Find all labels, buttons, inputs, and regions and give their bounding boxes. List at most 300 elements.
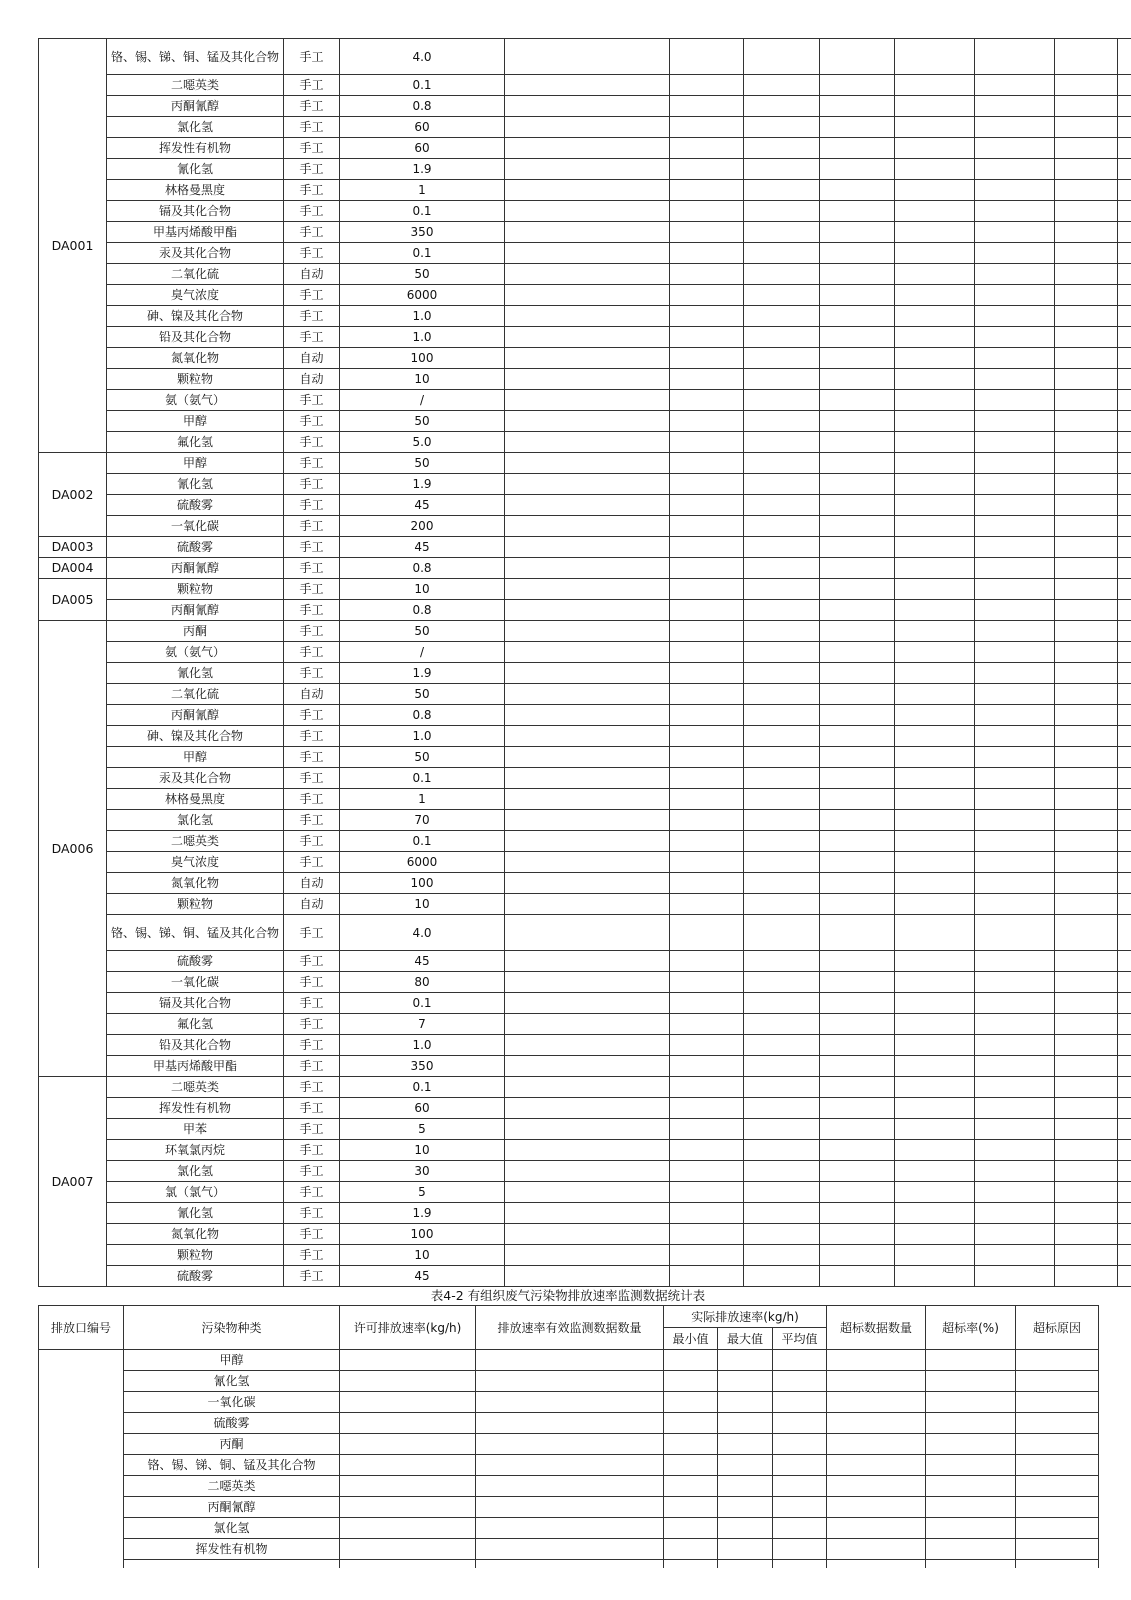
empty-cell	[820, 915, 895, 951]
empty-cell	[975, 75, 1055, 96]
pollutant-name: 氨（氨气）	[107, 642, 284, 663]
empty-cell	[1118, 993, 1131, 1014]
empty-cell	[1118, 39, 1131, 75]
empty-cell	[820, 495, 895, 516]
empty-cell	[1055, 285, 1118, 306]
empty-cell	[670, 432, 744, 453]
empty-cell	[1055, 768, 1118, 789]
empty-cell	[505, 495, 670, 516]
empty-cell	[744, 474, 820, 495]
table-row	[39, 285, 1131, 306]
empty-cell	[975, 201, 1055, 222]
table-row	[39, 642, 1131, 663]
empty-cell	[670, 1014, 744, 1035]
empty-cell	[505, 285, 670, 306]
permitted-limit: 50	[340, 411, 505, 432]
empty-cell	[744, 1119, 820, 1140]
empty-cell	[505, 1140, 670, 1161]
empty-cell	[670, 951, 744, 972]
table-row	[39, 1392, 1099, 1413]
empty-cell	[820, 453, 895, 474]
empty-cell	[975, 1077, 1055, 1098]
empty-cell	[744, 411, 820, 432]
empty-cell	[975, 705, 1055, 726]
empty-cell	[975, 474, 1055, 495]
empty-cell	[895, 348, 975, 369]
table-row	[39, 1077, 1131, 1098]
pollutant-name: 氯化氢	[107, 1161, 284, 1182]
header-valid-count: 排放速率有效监测数据数量	[476, 1306, 664, 1350]
empty-cell	[1055, 348, 1118, 369]
empty-cell	[670, 684, 744, 705]
table-row	[39, 789, 1131, 810]
empty-cell	[820, 474, 895, 495]
empty-cell	[975, 1203, 1055, 1224]
empty-cell	[744, 1266, 820, 1287]
empty-cell	[895, 516, 975, 537]
empty-cell	[1055, 1140, 1118, 1161]
pollutant-name: 臭气浓度	[107, 852, 284, 873]
empty-cell	[773, 1434, 827, 1455]
empty-cell	[895, 285, 975, 306]
empty-cell	[744, 1035, 820, 1056]
empty-cell	[476, 1455, 664, 1476]
empty-cell	[1118, 1161, 1131, 1182]
pollutant-name: 颗粒物	[107, 369, 284, 390]
empty-cell	[895, 951, 975, 972]
empty-cell	[1055, 1266, 1118, 1287]
empty-cell	[975, 663, 1055, 684]
empty-cell	[820, 726, 895, 747]
empty-cell	[827, 1413, 926, 1434]
table-row	[39, 972, 1131, 993]
empty-cell	[926, 1413, 1016, 1434]
empty-cell	[1055, 747, 1118, 768]
empty-cell	[744, 579, 820, 600]
empty-cell	[1055, 579, 1118, 600]
empty-cell	[476, 1413, 664, 1434]
table-row	[39, 1350, 1099, 1371]
empty-cell	[505, 915, 670, 951]
empty-cell	[975, 1140, 1055, 1161]
empty-cell	[820, 951, 895, 972]
empty-cell	[505, 306, 670, 327]
empty-cell	[827, 1455, 926, 1476]
empty-cell	[476, 1518, 664, 1539]
empty-cell	[1118, 222, 1131, 243]
pollutant-name: 丙酮氰醇	[107, 558, 284, 579]
empty-cell	[1118, 96, 1131, 117]
empty-cell	[827, 1476, 926, 1497]
pollutant-name: 颗粒物	[107, 1245, 284, 1266]
empty-cell	[820, 117, 895, 138]
pollutant-name: 硫酸雾	[124, 1413, 340, 1434]
empty-cell	[827, 1350, 926, 1371]
permitted-limit: 350	[340, 1056, 505, 1077]
empty-cell	[744, 495, 820, 516]
empty-cell	[505, 1119, 670, 1140]
empty-cell	[505, 453, 670, 474]
empty-cell	[718, 1455, 773, 1476]
table-row	[39, 831, 1131, 852]
empty-cell	[975, 831, 1055, 852]
permitted-limit: 10	[340, 369, 505, 390]
outlet-id	[39, 1350, 124, 1568]
permitted-limit: 80	[340, 972, 505, 993]
permitted-limit: 70	[340, 810, 505, 831]
monitoring-method: 手工	[284, 180, 340, 201]
table-row	[39, 747, 1131, 768]
empty-cell	[670, 1119, 744, 1140]
table-row	[39, 348, 1131, 369]
empty-cell	[1118, 180, 1131, 201]
empty-cell	[1118, 495, 1131, 516]
monitoring-method: 自动	[284, 894, 340, 915]
pollutant-name: 一氧化碳	[124, 1392, 340, 1413]
empty-cell	[975, 537, 1055, 558]
empty-cell	[895, 852, 975, 873]
empty-cell	[1118, 390, 1131, 411]
pollutant-name: 林格曼黑度	[107, 180, 284, 201]
monitoring-method: 手工	[284, 558, 340, 579]
empty-cell	[744, 663, 820, 684]
permitted-limit: 1.0	[340, 1035, 505, 1056]
empty-cell	[664, 1518, 718, 1539]
empty-cell	[1055, 972, 1118, 993]
empty-cell	[827, 1539, 926, 1560]
empty-cell	[505, 642, 670, 663]
empty-cell	[505, 726, 670, 747]
empty-cell	[1055, 705, 1118, 726]
empty-cell	[895, 411, 975, 432]
empty-cell	[744, 894, 820, 915]
empty-cell	[1055, 39, 1118, 75]
empty-cell	[1055, 369, 1118, 390]
monitoring-method: 手工	[284, 96, 340, 117]
empty-cell	[670, 1077, 744, 1098]
empty-cell	[926, 1455, 1016, 1476]
header-pollutant: 污染物种类	[124, 1306, 340, 1350]
empty-cell	[670, 1224, 744, 1245]
empty-cell	[1016, 1539, 1099, 1560]
empty-cell	[505, 1098, 670, 1119]
empty-cell	[340, 1560, 476, 1568]
empty-cell	[670, 495, 744, 516]
table-row	[39, 1098, 1131, 1119]
empty-cell	[975, 558, 1055, 579]
empty-cell	[820, 705, 895, 726]
table-row	[39, 1224, 1131, 1245]
table-row	[39, 201, 1131, 222]
table-row	[39, 432, 1131, 453]
empty-cell	[895, 1035, 975, 1056]
monitoring-method: 手工	[284, 516, 340, 537]
empty-cell	[1055, 951, 1118, 972]
empty-cell	[744, 768, 820, 789]
permitted-limit: 100	[340, 1224, 505, 1245]
empty-cell	[1055, 411, 1118, 432]
monitoring-method: 手工	[284, 138, 340, 159]
empty-cell	[975, 348, 1055, 369]
pollutant-name: 挥发性有机物	[124, 1539, 340, 1560]
empty-cell	[718, 1392, 773, 1413]
empty-cell	[820, 642, 895, 663]
pollutant-name: 臭气浓度	[107, 285, 284, 306]
empty-cell	[1055, 1014, 1118, 1035]
pollutant-name: 甲醇	[124, 1350, 340, 1371]
empty-cell	[820, 222, 895, 243]
empty-cell	[744, 348, 820, 369]
empty-cell	[340, 1518, 476, 1539]
empty-cell	[975, 852, 1055, 873]
empty-cell	[820, 1161, 895, 1182]
empty-cell	[895, 873, 975, 894]
empty-cell	[670, 747, 744, 768]
empty-cell	[1118, 600, 1131, 621]
permitted-limit: 1.9	[340, 1203, 505, 1224]
monitoring-method: 手工	[284, 972, 340, 993]
monitoring-method: 手工	[284, 1077, 340, 1098]
empty-cell	[820, 972, 895, 993]
empty-cell	[1118, 453, 1131, 474]
empty-cell	[1118, 369, 1131, 390]
empty-cell	[975, 516, 1055, 537]
empty-cell	[895, 642, 975, 663]
pollutant-name: 氯化氢	[124, 1518, 340, 1539]
table-caption: 表4-2 有组织废气污染物排放速率监测数据统计表	[430, 1288, 706, 1303]
table-row	[39, 327, 1131, 348]
empty-cell	[664, 1434, 718, 1455]
empty-cell	[744, 852, 820, 873]
table-row	[39, 537, 1131, 558]
pollutant-name: 氯化氢	[107, 117, 284, 138]
empty-cell	[975, 222, 1055, 243]
empty-cell	[670, 1245, 744, 1266]
empty-cell	[820, 411, 895, 432]
empty-cell	[718, 1560, 773, 1568]
empty-cell	[895, 243, 975, 264]
empty-cell	[895, 222, 975, 243]
pollutant-name: 颗粒物	[107, 579, 284, 600]
empty-cell	[744, 243, 820, 264]
empty-cell	[505, 1056, 670, 1077]
permitted-limit: 5	[340, 1182, 505, 1203]
empty-cell	[975, 747, 1055, 768]
empty-cell	[670, 474, 744, 495]
pollutant-name: 甲苯	[107, 1119, 284, 1140]
header-avg: 平均值	[773, 1328, 827, 1350]
empty-cell	[820, 831, 895, 852]
table-row	[39, 1413, 1099, 1434]
empty-cell	[718, 1371, 773, 1392]
empty-cell	[1055, 75, 1118, 96]
permitted-limit: 0.1	[340, 75, 505, 96]
empty-cell	[744, 951, 820, 972]
empty-cell	[505, 1245, 670, 1266]
permitted-limit: 0.1	[340, 993, 505, 1014]
empty-cell	[975, 327, 1055, 348]
empty-cell	[827, 1497, 926, 1518]
empty-cell	[744, 369, 820, 390]
empty-cell	[926, 1350, 1016, 1371]
empty-cell	[1055, 117, 1118, 138]
empty-cell	[670, 159, 744, 180]
table-row	[39, 495, 1131, 516]
monitoring-method: 手工	[284, 474, 340, 495]
monitoring-method: 手工	[284, 1182, 340, 1203]
empty-cell	[505, 516, 670, 537]
pollutant-name: 二噁英类	[124, 1476, 340, 1497]
pollutant-name: 一氧化碳	[107, 516, 284, 537]
pollutant-name: 挥发性有机物	[107, 138, 284, 159]
empty-cell	[505, 537, 670, 558]
empty-cell	[744, 1161, 820, 1182]
empty-cell	[895, 495, 975, 516]
monitoring-method: 手工	[284, 852, 340, 873]
empty-cell	[1055, 1035, 1118, 1056]
empty-cell	[1118, 1266, 1131, 1287]
empty-cell	[744, 1203, 820, 1224]
empty-cell	[664, 1350, 718, 1371]
monitoring-method: 手工	[284, 39, 340, 75]
header-permitted-rate: 许可排放速率(kg/h)	[340, 1306, 476, 1350]
table-row	[39, 1560, 1099, 1568]
empty-cell	[670, 789, 744, 810]
empty-cell	[1118, 1077, 1131, 1098]
empty-cell	[820, 516, 895, 537]
pollutant-name: 氟化氢	[107, 432, 284, 453]
empty-cell	[664, 1497, 718, 1518]
pollutant-name: 砷、镍及其化合物	[107, 306, 284, 327]
empty-cell	[975, 495, 1055, 516]
empty-cell	[773, 1476, 827, 1497]
empty-cell	[820, 600, 895, 621]
header-outlet: 排放口编号	[39, 1306, 124, 1350]
empty-cell	[820, 96, 895, 117]
empty-cell	[1016, 1434, 1099, 1455]
monitoring-method: 手工	[284, 1035, 340, 1056]
empty-cell	[1055, 432, 1118, 453]
empty-cell	[670, 972, 744, 993]
monitoring-method: 手工	[284, 810, 340, 831]
pollutant-name: 氰化氢	[124, 1371, 340, 1392]
table-row	[39, 873, 1131, 894]
monitoring-method: 手工	[284, 306, 340, 327]
empty-cell	[664, 1539, 718, 1560]
empty-cell	[744, 1245, 820, 1266]
monitoring-method: 手工	[284, 705, 340, 726]
empty-cell	[1118, 1182, 1131, 1203]
empty-cell	[820, 138, 895, 159]
empty-cell	[505, 39, 670, 75]
empty-cell	[670, 1140, 744, 1161]
empty-cell	[744, 1077, 820, 1098]
empty-cell	[975, 96, 1055, 117]
table-row	[39, 1371, 1099, 1392]
monitoring-method: 手工	[284, 642, 340, 663]
empty-cell	[820, 348, 895, 369]
empty-cell	[1055, 453, 1118, 474]
empty-cell	[895, 1182, 975, 1203]
monitoring-method: 手工	[284, 993, 340, 1014]
empty-cell	[895, 972, 975, 993]
pollutant-name: 丙酮	[107, 621, 284, 642]
empty-cell	[1118, 1245, 1131, 1266]
empty-cell	[1118, 915, 1131, 951]
empty-cell	[670, 1203, 744, 1224]
pollutant-name: 硫酸雾	[107, 537, 284, 558]
table-row	[39, 726, 1131, 747]
empty-cell	[820, 894, 895, 915]
monitoring-method: 手工	[284, 243, 340, 264]
empty-cell	[1055, 180, 1118, 201]
permitted-limit: 45	[340, 951, 505, 972]
empty-cell	[1118, 1203, 1131, 1224]
monitoring-method: 手工	[284, 117, 340, 138]
empty-cell	[1055, 1203, 1118, 1224]
empty-cell	[1118, 159, 1131, 180]
table-row	[39, 600, 1131, 621]
pollutant-name: 一氧化碳	[107, 972, 284, 993]
pollutant-name: 丙酮氰醇	[107, 96, 284, 117]
permitted-limit: 0.8	[340, 558, 505, 579]
empty-cell	[820, 663, 895, 684]
table-row	[39, 516, 1131, 537]
empty-cell	[820, 159, 895, 180]
empty-cell	[926, 1560, 1016, 1568]
empty-cell	[744, 600, 820, 621]
empty-cell	[505, 663, 670, 684]
pollutant-name: 硫酸雾	[107, 951, 284, 972]
empty-cell	[1118, 1140, 1131, 1161]
monitoring-method: 手工	[284, 1245, 340, 1266]
table-row	[39, 579, 1131, 600]
empty-cell	[505, 201, 670, 222]
empty-cell	[773, 1518, 827, 1539]
empty-cell	[505, 96, 670, 117]
empty-cell	[670, 264, 744, 285]
empty-cell	[1118, 306, 1131, 327]
empty-cell	[670, 306, 744, 327]
empty-cell	[1118, 831, 1131, 852]
empty-cell	[820, 201, 895, 222]
empty-cell	[820, 1266, 895, 1287]
empty-cell	[895, 453, 975, 474]
table-row	[39, 852, 1131, 873]
empty-cell	[820, 1119, 895, 1140]
monitoring-method: 手工	[284, 327, 340, 348]
empty-cell	[505, 951, 670, 972]
table-row	[39, 1245, 1131, 1266]
empty-cell	[1055, 621, 1118, 642]
empty-cell	[1118, 726, 1131, 747]
table-row	[39, 138, 1131, 159]
permitted-limit: 6000	[340, 285, 505, 306]
empty-cell	[1118, 873, 1131, 894]
empty-cell	[895, 180, 975, 201]
empty-cell	[975, 1014, 1055, 1035]
empty-cell	[505, 852, 670, 873]
empty-cell	[670, 1266, 744, 1287]
permitted-limit: 45	[340, 495, 505, 516]
empty-cell	[505, 180, 670, 201]
empty-cell	[926, 1392, 1016, 1413]
permitted-limit: 4.0	[340, 39, 505, 75]
empty-cell	[895, 327, 975, 348]
empty-cell	[827, 1371, 926, 1392]
monitoring-method: 手工	[284, 621, 340, 642]
empty-cell	[670, 558, 744, 579]
